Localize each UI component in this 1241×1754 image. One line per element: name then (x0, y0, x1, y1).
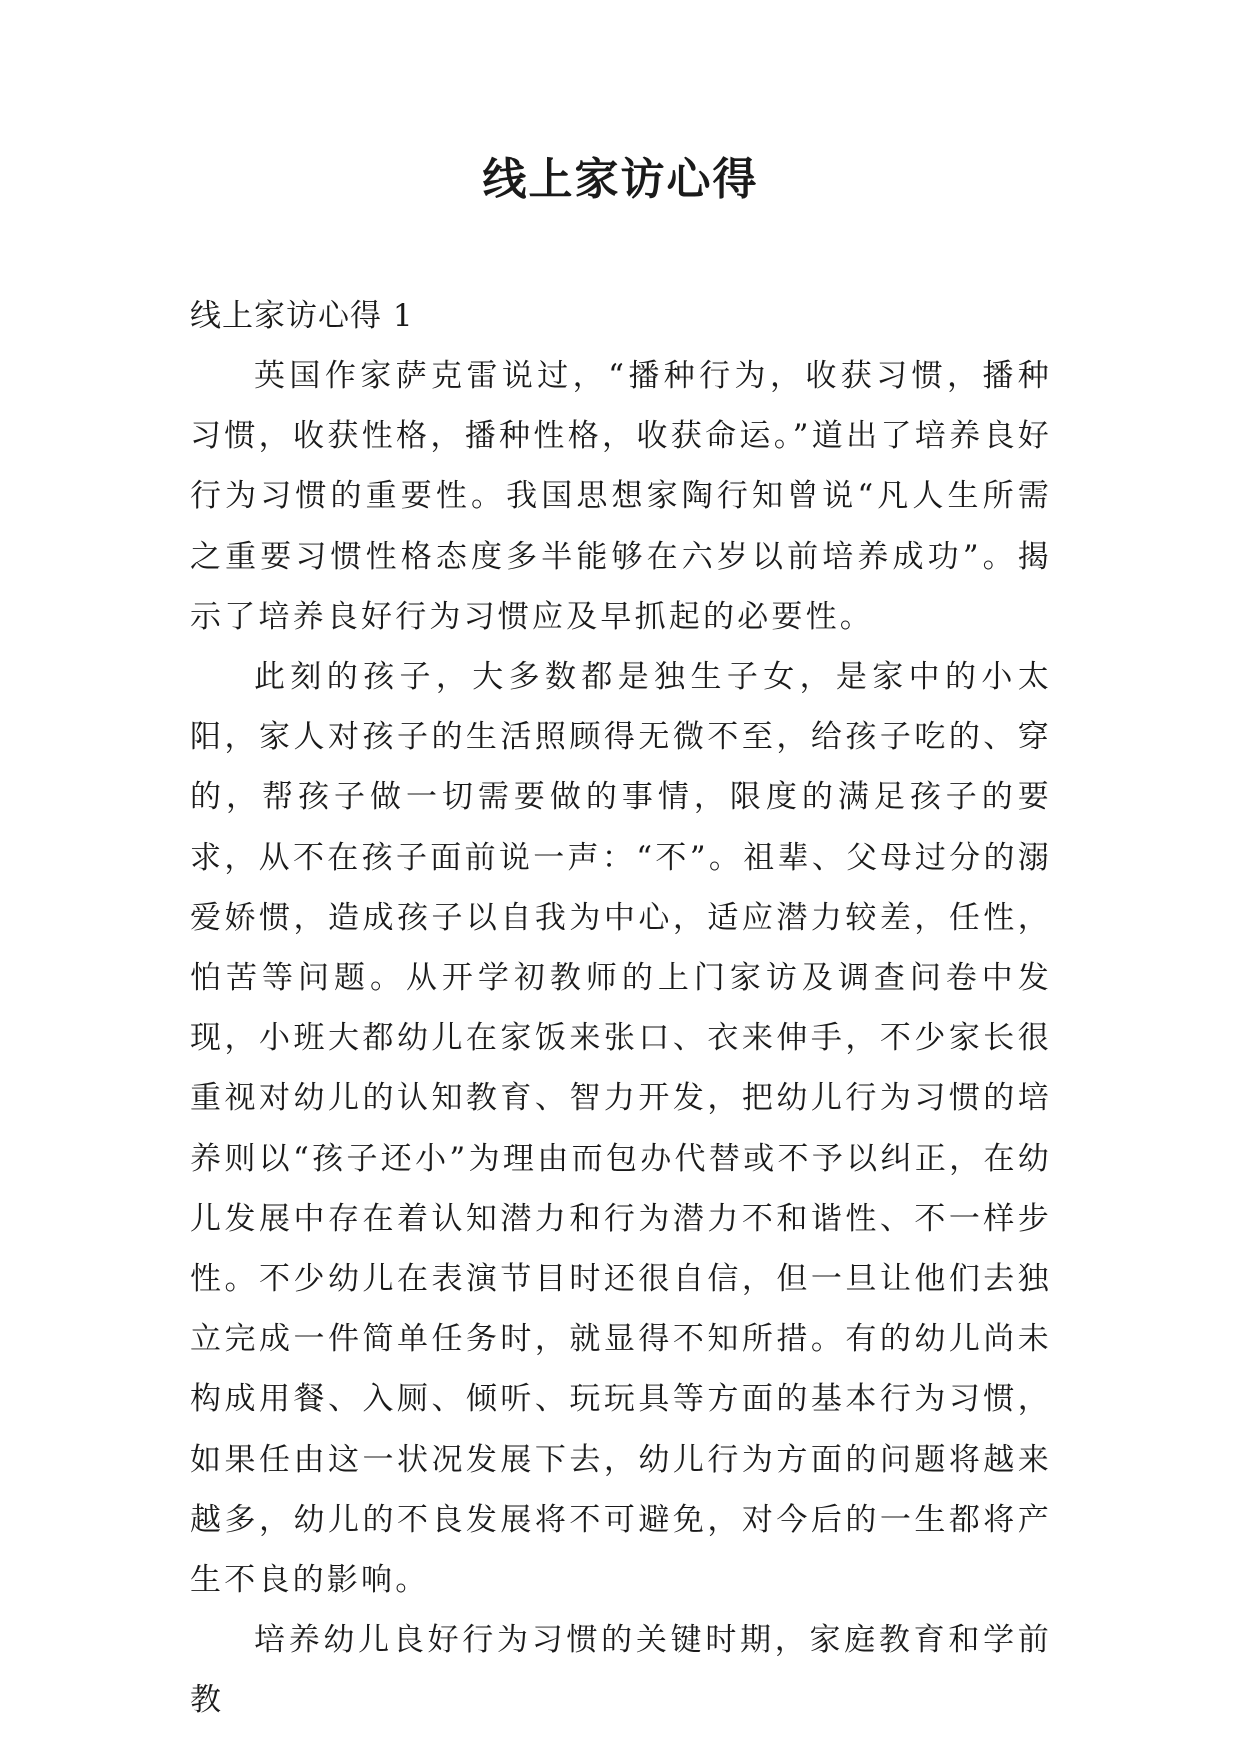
paragraph-2: 此刻的孩子，大多数都是独生子女，是家中的小太阳，家人对孩子的生活照顾得无微不至，给孩子吃的、穿的，帮孩子做一切需要做的事情，限度的满足孩子的要求，从不在孩子面前说一声：“不”。祖辈、父母过分的溺爱娇惯，造成孩子以自我为中心，适应潜力较差，任性，怕苦等问题。从开学初教师的上门家访及调查问卷中发现，小班大都幼儿在家饭来张口、衣来伸手，不少家长很重视对幼儿的认知教育、智力开发，把幼儿行为习惯的培养则以“孩子还小”为理由而包办代替或不予以纠正，在幼儿发展中存在着认知潜力和行为潜力不和谐性、不一样步性。不少幼儿在表演节目时还很自信，但一旦让他们去独立完成一件简单任务时，就显得不知所措。有的幼儿尚未构成用餐、入厕、倾听、玩玩具等方面的基本行为习惯，如果任由这一状况发展下去，幼儿行为方面的问题将越来越多，幼儿的不良发展将不可避免，对今后的一生都将产生不良的影响。 (190, 659, 1052, 1599)
paragraph-1: 英国作家萨克雷说过，“播种行为，收获习惯，播种习惯，收获性格，播种性格，收获命运。”道出了培养良好行为习惯的重要性。我国思想家陶行知曾说“凡人生所需之重要习惯性格态度多半能够在六岁以前培养成功”。揭示了培养良好行为习惯应及早抓起的必要性。 (190, 358, 1052, 635)
document-body (190, 346, 1052, 1731)
document-title: 线上家访心得 (482, 154, 759, 205)
paragraph-3: 培养幼儿良好行为习惯的关键时期，家庭教育和学前教 (190, 1622, 1052, 1719)
section-heading: 线上家访心得 1 (190, 298, 414, 334)
